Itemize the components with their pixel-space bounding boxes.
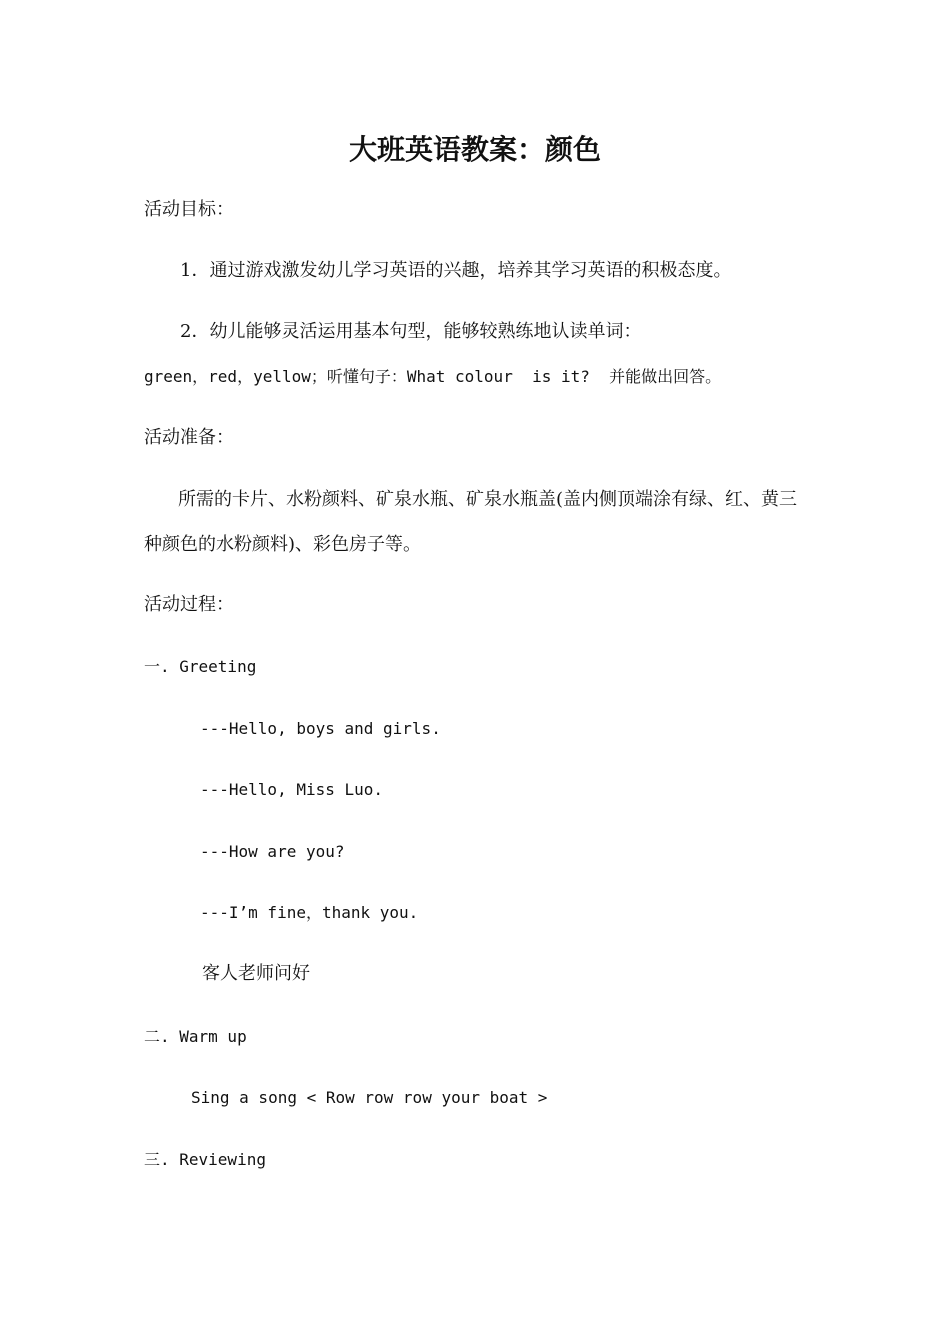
- prep-line1: 所需的卡片、水粉颜料、矿泉水瓶、矿泉水瓶盖(盖内侧顶端涂有绿、红、黄三: [178, 489, 798, 510]
- song-line: Sing a song < Row row row your boat >: [191, 1088, 548, 1107]
- section-warm-up: 二. Warm up: [144, 1027, 247, 1046]
- goal-1: 1．通过游戏激发幼儿学习英语的兴趣，培养其学习英语的积极态度。: [180, 260, 732, 281]
- prep-heading: 活动准备：: [144, 427, 234, 448]
- section-reviewing: 三. Reviewing: [144, 1150, 266, 1169]
- goal-2-line1: 2．幼儿能够灵活运用基本句型，能够较熟练地认读单词：: [180, 321, 642, 342]
- dialog-line: ---How are you?: [200, 842, 345, 861]
- goals-heading: 活动目标：: [144, 199, 234, 220]
- dialog-line: ---Hello, Miss Luo.: [200, 780, 384, 799]
- process-heading: 活动过程：: [144, 594, 234, 615]
- goal-2-line2: green，red，yellow；听懂句子：What colour is it? 并能做出回答。: [144, 367, 722, 386]
- dialog-line: ---I’m fine，thank you.: [200, 903, 419, 922]
- section-greeting: 一. Greeting: [144, 657, 257, 676]
- prep-line2: 种颜色的水粉颜料)、彩色房子等。: [144, 534, 422, 555]
- greet-guests: 客人老师问好: [202, 963, 310, 984]
- document-title: 大班英语教案：颜色: [348, 133, 601, 166]
- dialog-line: ---Hello, boys and girls.: [200, 719, 441, 738]
